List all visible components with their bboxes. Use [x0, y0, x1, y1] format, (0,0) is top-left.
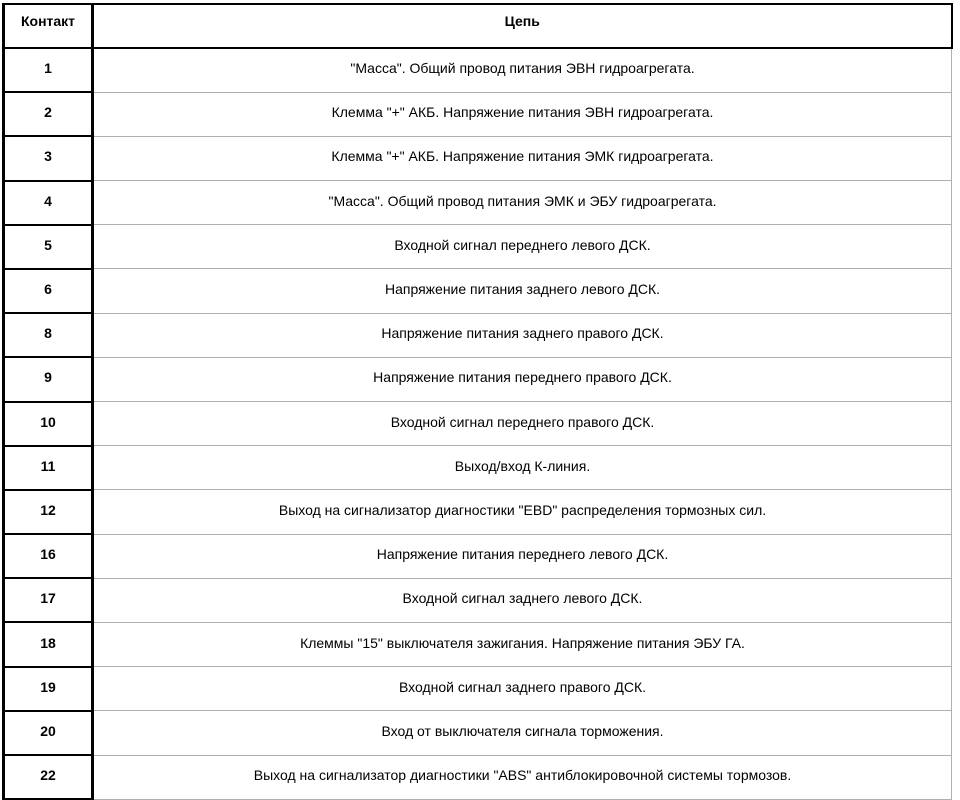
table-row: [4, 402, 952, 446]
contact-number: 17: [4, 578, 93, 622]
circuit-description: Входной сигнал переднего левого ДСК.: [93, 225, 952, 269]
contact-number: 20: [4, 711, 93, 755]
contact-number: 10: [4, 402, 93, 446]
header-circuit: Цепь: [93, 4, 952, 48]
circuit-description: Вход от выключателя сигнала торможения.: [93, 711, 952, 755]
table-row: [4, 667, 952, 711]
contact-number: 12: [4, 490, 93, 534]
circuit-description: Выход на сигнализатор диагностики "EBD" распределения тормозных сил.: [93, 490, 952, 534]
table-row: [4, 711, 952, 755]
contact-number: 22: [4, 755, 93, 799]
circuit-description: Напряжение питания переднего правого ДСК.: [93, 357, 952, 401]
contact-number: 1: [4, 48, 93, 92]
circuit-description: Выход/вход К-линия.: [93, 446, 952, 490]
table-header: [4, 4, 952, 48]
table-row: [4, 92, 952, 136]
table-row: [4, 269, 952, 313]
table-row: [4, 48, 952, 92]
table-row: [4, 446, 952, 490]
contact-number: 6: [4, 269, 93, 313]
table-row: [4, 313, 952, 357]
contact-number: 16: [4, 534, 93, 578]
table-row: [4, 225, 952, 269]
table-row: [4, 755, 952, 799]
circuit-description: Клемма "+" АКБ. Напряжение питания ЭМК гидроагрегата.: [93, 136, 952, 180]
circuit-description: Входной сигнал заднего правого ДСК.: [93, 667, 952, 711]
circuit-description: "Масса". Общий провод питания ЭВН гидроагрегата.: [93, 48, 952, 92]
header-contact: Контакт: [4, 4, 93, 48]
table-row: [4, 490, 952, 534]
pinout-table: [2, 3, 953, 800]
header-row: [4, 4, 952, 48]
contact-number: 5: [4, 225, 93, 269]
contact-number: 11: [4, 446, 93, 490]
table-row: [4, 357, 952, 401]
circuit-description: Выход на сигнализатор диагностики "ABS" антиблокировочной системы тормозов.: [93, 755, 952, 799]
circuit-description: Клеммы "15" выключателя зажигания. Напряжение питания ЭБУ ГА.: [93, 622, 952, 666]
circuit-description: "Масса". Общий провод питания ЭМК и ЭБУ гидроагрегата.: [93, 181, 952, 225]
circuit-description: Входной сигнал переднего правого ДСК.: [93, 402, 952, 446]
contact-number: 18: [4, 622, 93, 666]
circuit-description: Входной сигнал заднего левого ДСК.: [93, 578, 952, 622]
contact-number: 8: [4, 313, 93, 357]
circuit-description: Напряжение питания переднего левого ДСК.: [93, 534, 952, 578]
table-row: [4, 534, 952, 578]
table-row: [4, 578, 952, 622]
contact-number: 19: [4, 667, 93, 711]
contact-number: 2: [4, 92, 93, 136]
table-body: [4, 48, 952, 799]
table-row: [4, 136, 952, 180]
circuit-description: Напряжение питания заднего правого ДСК.: [93, 313, 952, 357]
contact-number: 4: [4, 181, 93, 225]
circuit-description: Напряжение питания заднего левого ДСК.: [93, 269, 952, 313]
contact-number: 3: [4, 136, 93, 180]
table-row: [4, 622, 952, 666]
table-row: [4, 181, 952, 225]
circuit-description: Клемма "+" АКБ. Напряжение питания ЭВН гидроагрегата.: [93, 92, 952, 136]
contact-number: 9: [4, 357, 93, 401]
